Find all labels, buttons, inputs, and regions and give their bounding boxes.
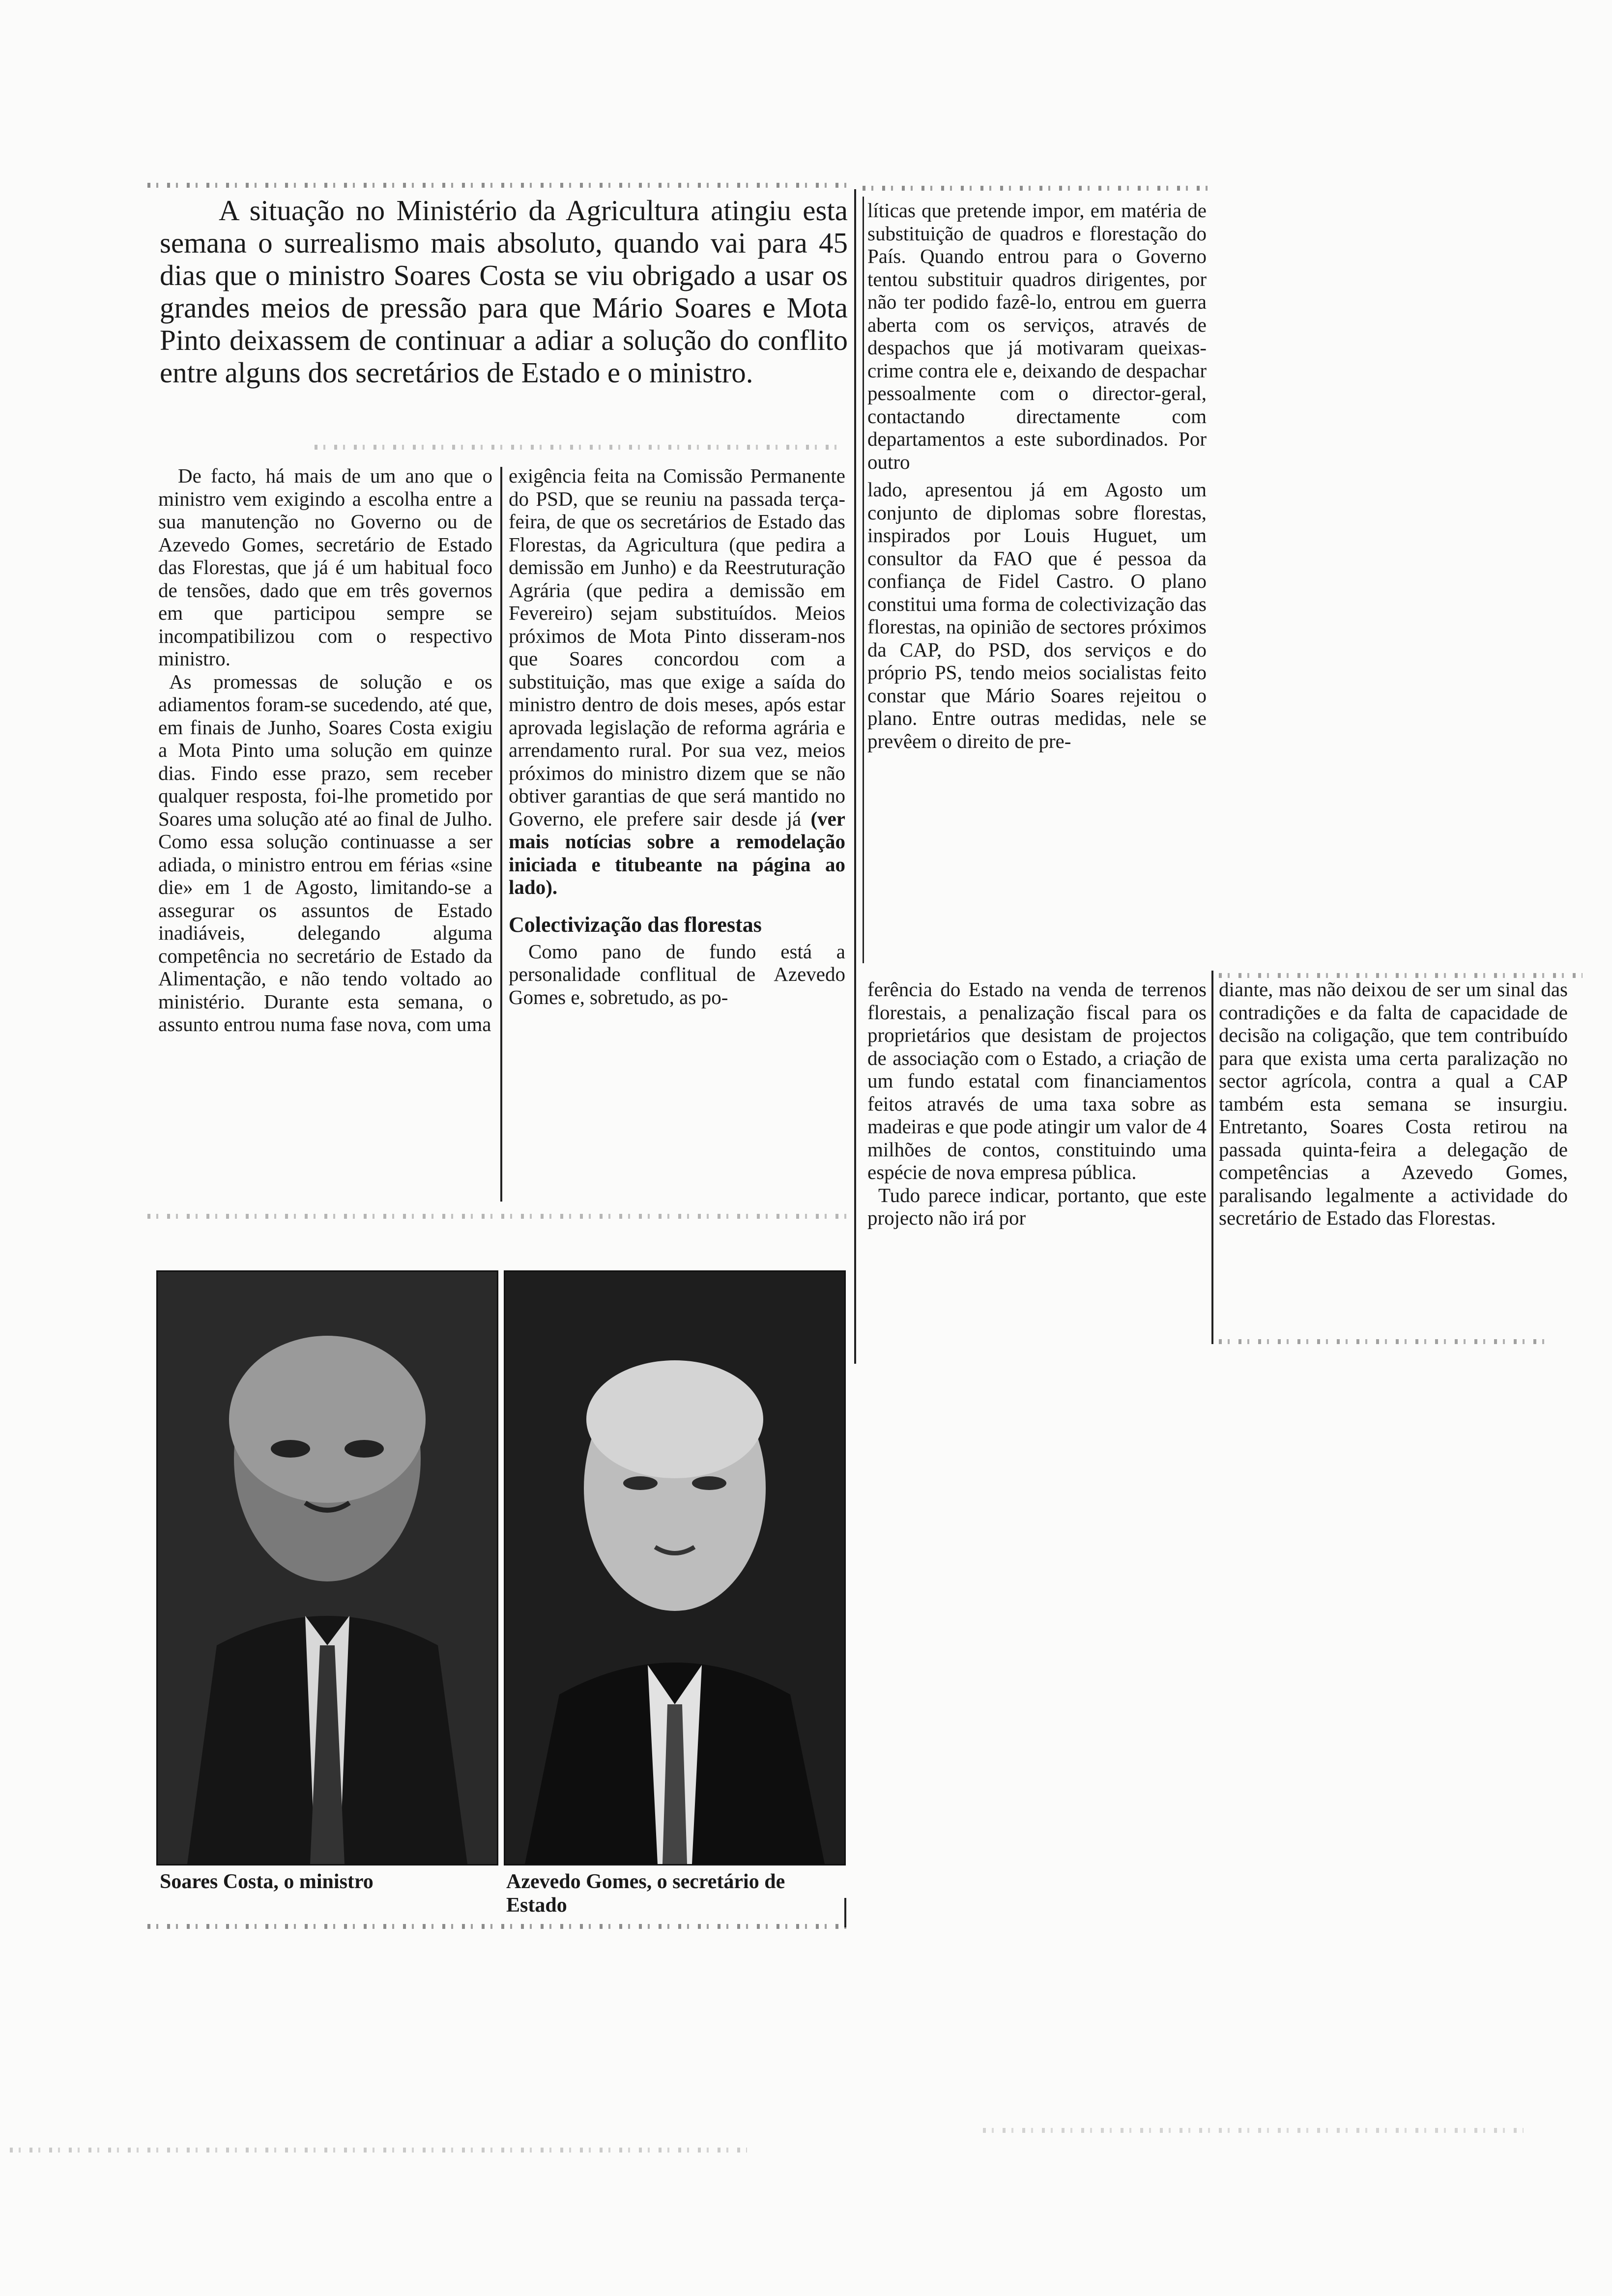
column-2-paragraph-1 (509, 464, 845, 899)
portrait-azevedo-gomes (505, 1272, 844, 1864)
column-rule-4 (1211, 971, 1213, 1344)
portrait-soares-costa (158, 1272, 497, 1864)
photo-azevedo-gomes (504, 1270, 846, 1866)
column-2-paragraph-2: Como pano de fundo está a personalidade conflitual de Azevedo Gomes e, sobretudo, as po- (509, 940, 845, 1008)
column-1 (158, 464, 492, 1036)
column-4-paragraph-1: diante, mas não deixou de ser um sinal das contradições e da falta de capacidade de decisão na coligação, que tem contribuído para que exista uma certa paralização no sector agrícola, contra a qual a CAP também esta semana se insurgiu. Entretanto, Soares Costa retirou na passada quinta-feira a delegação de competências a Azevedo Gomes, paralisando legalmente a actividade do secretário de Estado das Florestas. (1219, 978, 1568, 1229)
scan-noise-photo-top (147, 1214, 850, 1219)
column-3-paragraph-4: Tudo parece indicar, portanto, que este projecto não irá por (867, 1183, 1207, 1229)
column-3-paragraph-1: líticas que pretende impor, em matéria de substituição de quadros e florestação do País. Quando entrou para o Governo tentou substituir quadros dirigentes, por não ter podido fazê-lo, entrou em guerra aberta com os serviços, através de despachos que já motivaram queixas-crime contra ele e, deixando de despachar pessoalmente com o director-geral, contactando directamente com departamentos a este subordinados. Por outro (867, 199, 1207, 473)
column-1-paragraph-1: De facto, há mais de um ano que o ministro vem exigindo a escolha entre a sua manutenção no Governo ou de Azevedo Gomes, secretário de Estado das Florestas, que já é um habitual foco de tensões, dado que em três governos em que participou sempre se incompatibilizou com o respectivo ministro. (158, 464, 492, 670)
subheading-colectivizacao: Colectivização das florestas (509, 912, 762, 937)
column-2-cross-reference: (ver mais notícias sobre a remodelação iniciada e titubeante na página ao lado). (509, 807, 845, 898)
scan-noise-caption-bottom (147, 1924, 850, 1929)
scan-noise-lead-bottom (315, 445, 845, 450)
column-2 (509, 464, 845, 1008)
column-rule-1 (500, 467, 502, 1202)
scan-noise-top (147, 183, 850, 188)
column-3-lower (867, 978, 1207, 1230)
column-3-upper (867, 199, 1207, 752)
scan-noise-col4-top (1219, 973, 1583, 978)
scan-noise-col3-top (863, 186, 1216, 191)
photo-soares-costa (156, 1270, 498, 1866)
column-4 (1219, 978, 1568, 1230)
caption-azevedo-gomes: Azevedo Gomes, o secretário de Estado (506, 1870, 785, 1917)
lead-paragraph: A situação no Ministério da Agricultura atingiu esta semana o surrealismo mais absoluto, quando vai para 45 dias que o ministro Soares Costa se viu obrigado a usar os grandes meios de pressão para que Mário Soares e Mota Pinto deixassem de continuar a adiar a solução do conflito entre alguns dos secretários de Estado e o ministro. (160, 194, 848, 389)
column-rule-2 (854, 189, 856, 1364)
scan-noise-page-bottom-right (983, 2128, 1524, 2133)
scan-noise-col4-bottom (1219, 1339, 1553, 1344)
scan-noise-page-bottom (10, 2148, 747, 2152)
column-3-paragraph-2: lado, apresentou já em Agosto um conjunto de diplomas sobre florestas, inspirados por Louis Huguet, um consultor da FAO que é pessoa da confiança de Fidel Castro. O plano constitui uma forma de colectivização das florestas, na opinião de sectores próximos da CAP, do PSD, dos serviços e do próprio PS, tendo meios socialistas feito constar que Mário Soares rejeitou o plano. Entre outras medidas, nele se prevêem o direito de pre- (867, 478, 1207, 752)
column-3-paragraph-3: ferência do Estado na venda de terrenos florestais, a penalização fiscal para os proprietários que desistam de projectos de associação com o Estado, a criação de um fundo estatal com financiamentos feitos através de uma taxa sobre as madeiras e que pode atingir um valor de 4 milhões de contos, constituindo uma espécie de nova empresa pública. (867, 978, 1207, 1183)
caption-soares-costa: Soares Costa, o ministro (160, 1870, 374, 1893)
column-1-paragraph-2: As promessas de solução e os adiamentos foram-se sucedendo, até que, em finais de Junho, Soares Costa exigiu a Mota Pinto uma solução em quinze dias. Findo esse prazo, sem receber qualquer resposta, foi-lhe prometido por Soares uma solução até ao final de Julho. Como essa solução continuasse a ser adiada, o ministro entrou em férias «sine die» em 1 de Agosto, limitando-se a assegurar os assuntos de Estado inadiáveis, delegando alguma competência no secretário de Estado da Alimentação, e não tendo voltado ao ministério. Durante esta semana, o assunto entrou numa fase nova, com uma (158, 670, 492, 1035)
column-rule-3 (863, 197, 864, 963)
column-2-text: exigência feita na Comissão Permanente do PSD, que se reuniu na passada terça-feira, de que os secretários de Estado das Florestas, da Agricultura (que pedira a demissão em Junho) e da Reestruturação Agrária (que pedira a demissão em Fevereiro) sejam substituídos. Meios próximos de Mota Pinto disseram-nos que Soares concordou com a substituição, mas que exige a saída do ministro dentro de dois meses, após estar aprovada legislação de reforma agrária e arrendamento rural. Por sua vez, meios próximos do ministro dizem que se não obtiver garantias de que será mantido no Governo, ele prefere sair desde já (509, 464, 845, 830)
